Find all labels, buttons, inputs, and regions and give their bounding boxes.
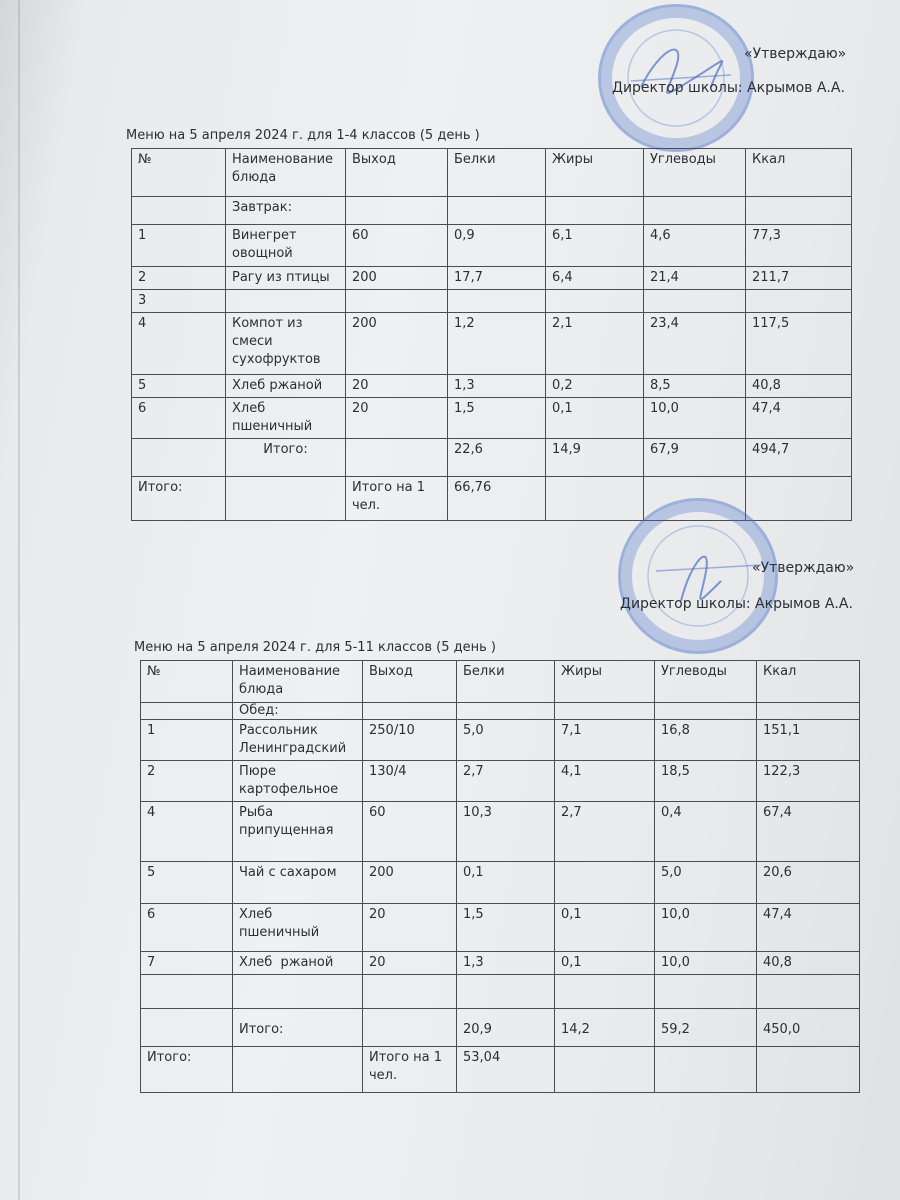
col-header-carbs: Углеводы: [655, 661, 757, 703]
dish-name: Хлеб ржаной: [226, 375, 346, 398]
table-row: 3: [132, 290, 852, 313]
total-row: [141, 1047, 860, 1093]
table-row: [141, 975, 860, 1009]
col-header-kcal: Ккал: [746, 149, 852, 197]
dish-name: Рыба припущенная: [233, 802, 363, 862]
subtotal-label: Итого:: [226, 439, 346, 477]
col-header-carbs: Углеводы: [644, 149, 746, 197]
table-row: 2 Пюре картофельное 130/4 2,7 4,1 18,5 122,3: [141, 761, 860, 802]
stamp-signature-1: [601, 7, 751, 149]
dish-name: Хлеб ржаной: [233, 952, 363, 975]
col-header-proteins: Белки: [457, 661, 555, 703]
director-line-1: Директор школы: Акрымов А.А.: [612, 80, 845, 96]
subtotal-row: Итого: 20,9 14,2 59,2 450,0: [141, 1009, 860, 1047]
approval-heading-1: «Утверждаю»: [744, 46, 847, 62]
col-header-fats: Жиры: [555, 661, 655, 703]
total-label: Итого:: [132, 477, 226, 521]
table-row: 6 Хлеб пшеничный 20 1,5 0,1 10,0 47,4: [141, 904, 860, 952]
dish-name: Рагу из птицы: [226, 267, 346, 290]
per-person-label: Итого на 1 чел.: [363, 1047, 457, 1093]
col-header-fats: Жиры: [546, 149, 644, 197]
total-label: Итого:: [141, 1047, 233, 1093]
menu-table-2: [140, 660, 860, 1093]
table-row: 4 Рыба припущенная 60 10,3 2,7 0,4 67,4: [141, 802, 860, 862]
table-row: 5 Хлеб ржаной 20 1,3 0,2 8,5 40,8: [132, 375, 852, 398]
school-seal-stamp-1: [598, 4, 754, 152]
dish-name: Винегрет овощной: [226, 225, 346, 267]
menu-title-1: Меню на 5 апреля 2024 г. для 1-4 классов (5 день ): [126, 128, 480, 143]
dish-name: Рассольник Ленинградский: [233, 720, 363, 761]
col-header-number: №: [132, 149, 226, 197]
dish-name: Компот из смеси сухофруктов: [226, 313, 346, 375]
menu-table-1: [131, 148, 852, 521]
per-person-cost: 53,04: [457, 1047, 555, 1093]
section-row: [141, 703, 860, 720]
menu-title-2: Меню на 5 апреля 2024 г. для 5-11 классов (5 день ): [134, 640, 496, 655]
meal-section-label: Завтрак:: [226, 197, 346, 225]
table-header-row: [141, 661, 860, 703]
school-seal-stamp-2: [618, 498, 778, 654]
approval-heading-2: «Утверждаю»: [752, 560, 855, 576]
meal-section-label: Обед:: [233, 703, 363, 720]
director-line-2: Директор школы: Акрымов А.А.: [620, 596, 853, 612]
dish-name: Хлеб пшеничный: [233, 904, 363, 952]
subtotal-label: Итого:: [233, 1009, 363, 1047]
dish-name: Пюре картофельное: [233, 761, 363, 802]
stamp-signature-2: [621, 501, 775, 651]
col-header-dish: Наименование блюда: [226, 149, 346, 197]
table-row: 6 Хлеб пшеничный 20 1,5 0,1 10,0 47,4: [132, 398, 852, 439]
col-header-dish: Наименование блюда: [233, 661, 363, 703]
per-person-label: Итого на 1 чел.: [346, 477, 448, 521]
subtotal-row: Итого: 22,6 14,9 67,9 494,7: [132, 439, 852, 477]
per-person-cost: 66,76: [448, 477, 546, 521]
paper-fold-line: [18, 0, 20, 1200]
col-header-output: Выход: [346, 149, 448, 197]
table-row: 4 Компот из смеси сухофруктов 200 1,2 2,1 23,4 117,5: [132, 313, 852, 375]
dish-name: Чай с сахаром: [233, 862, 363, 904]
table-header-row: [132, 149, 852, 197]
table-row: 2 Рагу из птицы 200 17,7 6,4 21,4 211,7: [132, 267, 852, 290]
col-header-proteins: Белки: [448, 149, 546, 197]
col-header-output: Выход: [363, 661, 457, 703]
col-header-kcal: Ккал: [757, 661, 860, 703]
dish-name: Хлеб пшеничный: [226, 398, 346, 439]
col-header-number: №: [141, 661, 233, 703]
table-row: 7 Хлеб ржаной 20 1,3 0,1 10,0 40,8: [141, 952, 860, 975]
table-row: 5 Чай с сахаром 200 0,1 5,0 20,6: [141, 862, 860, 904]
section-row: [132, 197, 852, 225]
table-row: 1 Винегрет овощной 60 0,9 6,1 4,6 77,3: [132, 225, 852, 267]
table-row: 1 Рассольник Ленинградский 250/10 5,0 7,1 16,8 151,1: [141, 720, 860, 761]
